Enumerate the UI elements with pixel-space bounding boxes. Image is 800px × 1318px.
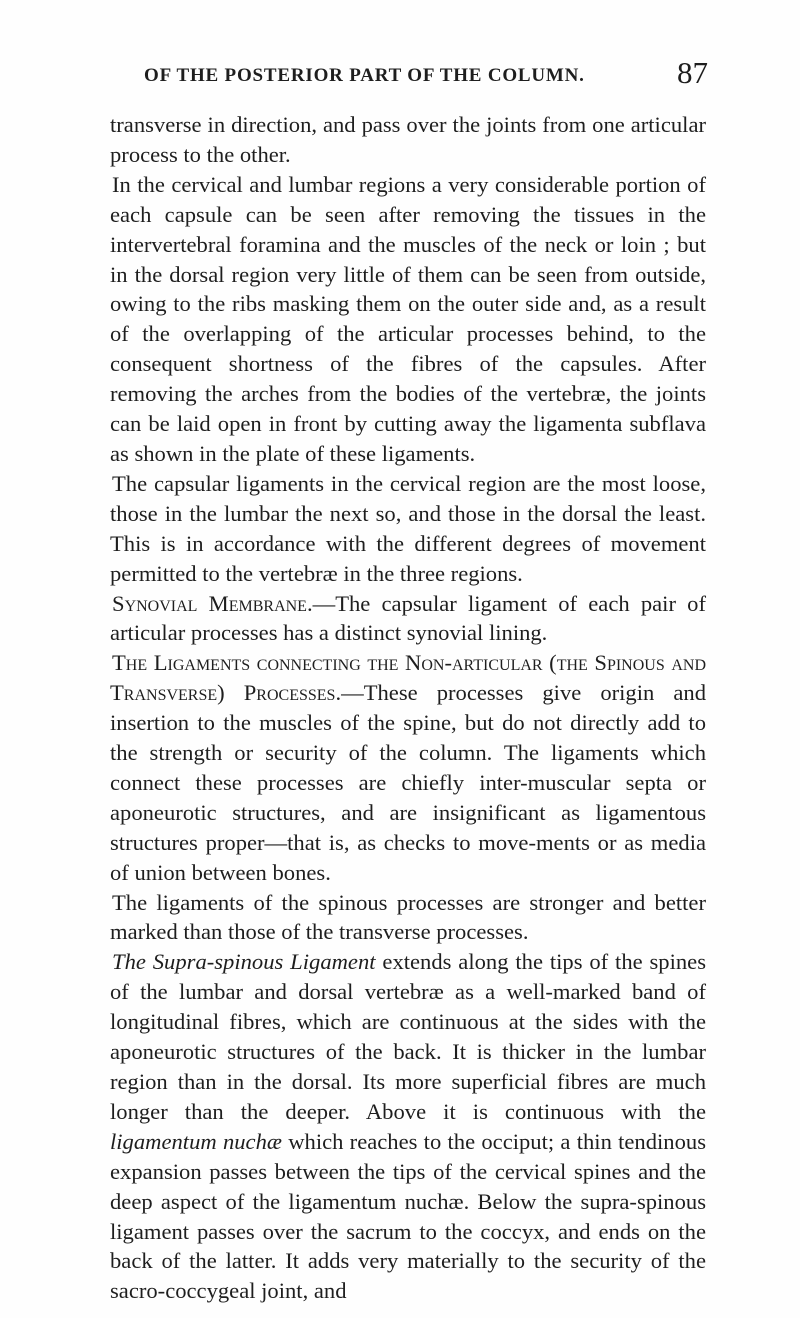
running-head [112, 56, 708, 96]
paragraph-non-articular-ligaments [110, 648, 706, 887]
term-ligamentum-nuchae: ligamentum nuchæ [110, 1128, 282, 1154]
term-supra-spinous-ligament: The Supra-spinous Ligament [112, 949, 376, 975]
paragraph-cervical-lumbar: In the cervical and lumbar regions a very considerable portion of each capsule can be seen after removing the tissues in the intervertebral foramina and the muscles of the neck or loin ; but in the dorsal region very little of them can be seen from outside, owing to the ribs masking them on the outer side and, as a result of the overlapping of the articular processes behind, to the consequent shortness of the fibres of the capsules. After removing the arches from the bodies of the vertebræ, the joints can be laid open in front by cutting away the ligamenta subflava as shown in the plate of these ligaments. [110, 171, 706, 466]
supra-spinous-text-a: extends along the tips of the spines of the lumbar and dorsal vertebræ as a well-marked band of longitudinal fibres, which are continuous at the sides with the aponeurotic structures of the back. It is thicker in the lumbar region than in the dorsal. Its more superficial fibres are much longer than the deeper. Above it is continuous with the [110, 949, 706, 1124]
paragraph-continuation: transverse in direction, and pass over the joints from one articular process to the other. [110, 112, 706, 167]
section-heading-non-articular: The Ligaments connecting the Non-articular (the Spinous and Transverse) Processes. [110, 650, 706, 706]
running-title: OF THE POSTERIOR PART OF THE COLUMN. [144, 65, 585, 86]
synovial-text: —The capsular ligament of each pair of articular processes has a distinct synovial lining. [110, 590, 706, 646]
non-articular-text: —These processes give origin and insertion to the muscles of the spine, but do not directly add to the strength or security of the column. The ligaments which connect these processes are chiefly inter-muscular septa or aponeurotic structures, and are insignificant as ligamentous structures proper—that is, as checks to move-ments or as media of union between bones. [110, 680, 706, 885]
paragraph-synovial-membrane [110, 589, 706, 649]
body-text [110, 110, 706, 1306]
section-heading-synovial: Synovial Membrane. [112, 590, 313, 616]
supra-spinous-text-b: which reaches to the occiput; a thin tendinous expansion passes between the tips of the cervical spines and the deep aspect of the ligamentum nuchæ. Below the supra-spinous ligament passes over the sacrum to the coccyx, and ends on the back of the latter. It adds very materially to the security of the sacro-coccygeal joint, and [110, 1128, 706, 1304]
paragraph-supra-spinous [110, 947, 706, 1306]
paragraph-spinous-ligaments: The ligaments of the spinous processes are stronger and better marked than those of the transverse processes. [110, 889, 706, 945]
page-number: 87 [677, 55, 708, 90]
paragraph-capsular-looseness: The capsular ligaments in the cervical region are the most loose, those in the lumbar the next so, and those in the dorsal the least. This is in accordance with the different degrees of movement permitted to the vertebræ in the three regions. [110, 470, 706, 586]
